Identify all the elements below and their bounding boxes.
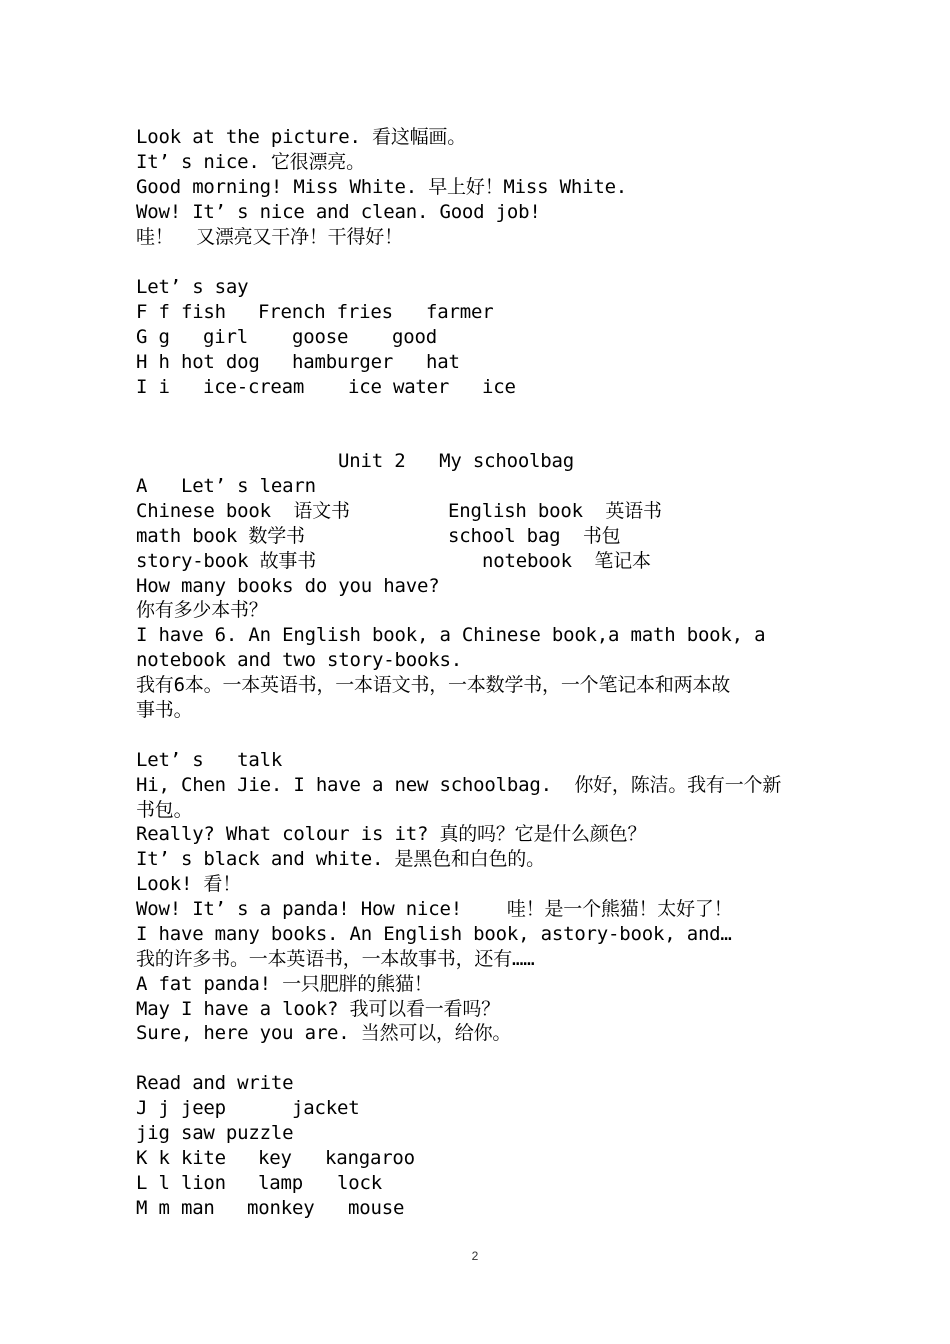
dialogue-line: Hi, Chen Jie. I have a new schoolbag. 你好，陈洁。我有一个新 <box>136 774 782 796</box>
dialogue-line: It’ s black and white. 是黑色和白色的。 <box>136 848 545 870</box>
phonics-word: ice <box>482 376 516 398</box>
phonics-word: H h hot dog <box>136 351 260 373</box>
dialogue-line: Wow! It’ s a panda! How nice! 哇！是一个熊猫！太好了！ <box>136 898 733 920</box>
text-line: 哇！ 又漂亮又干净！干得好！ <box>136 226 403 248</box>
text-line: 我有6本。一本英语书，一本语文书，一本数学书，一个笔记本和两本故 <box>136 674 731 696</box>
vocab-row <box>136 549 651 573</box>
phonics-word: goose <box>292 326 349 348</box>
text-line: notebook and two story-books. <box>136 649 462 671</box>
phonics-word: farmer <box>426 301 494 323</box>
phonics-word: girl <box>203 326 248 348</box>
phonics-word: lamp <box>258 1172 303 1194</box>
vocab-row <box>136 499 662 523</box>
phonics-word: ice-cream <box>203 376 305 398</box>
text-line: 事书。 <box>136 699 193 721</box>
text-line: 你有多少本书？ <box>136 599 268 621</box>
text-line: It’ s nice. 它很漂亮。 <box>136 151 365 173</box>
text-line: Look at the picture. 看这幅画。 <box>136 126 467 148</box>
phonics-row <box>136 1121 294 1145</box>
phonics-word: lock <box>337 1172 382 1194</box>
phonics-row <box>136 375 516 399</box>
phonics-word: key <box>258 1147 292 1169</box>
section-heading-lets-say: Let’ s say <box>136 276 249 298</box>
dialogue-line: I have many books. An English book, astory-book, and… <box>136 923 732 945</box>
phonics-word: jig saw puzzle <box>136 1122 294 1144</box>
text-line: I have 6. An English book, a Chinese book,a math book, a <box>136 624 766 646</box>
phonics-word: hamburger <box>292 351 394 373</box>
vocab-item: school bag 书包 <box>448 525 621 547</box>
dialogue-line: A fat panda! 一只肥胖的熊猫！ <box>136 973 433 995</box>
vocab-item: story-book 故事书 <box>136 550 317 572</box>
phonics-word: French fries <box>258 301 393 323</box>
phonics-word: good <box>392 326 437 348</box>
unit-title: Unit 2 My schoolbag <box>338 450 575 472</box>
dialogue-line: Look! 看！ <box>136 873 242 895</box>
vocab-item: notebook 笔记本 <box>482 550 651 572</box>
vocab-item: English book 英语书 <box>448 500 662 522</box>
phonics-word: G g <box>136 326 170 348</box>
phonics-word: jacket <box>292 1097 360 1119</box>
dialogue-line: Sure, here you are. 当然可以，给你。 <box>136 1022 512 1044</box>
dialogue-line: 我的许多书。一本英语书，一本故事书，还有…… <box>136 948 535 970</box>
phonics-row <box>136 325 437 349</box>
vocab-row <box>136 524 621 548</box>
vocab-item: math book 数学书 <box>136 525 305 547</box>
phonics-word: ice water <box>348 376 450 398</box>
phonics-word: L l lion <box>136 1172 226 1194</box>
phonics-row <box>136 1171 382 1195</box>
phonics-row <box>136 350 460 374</box>
phonics-word: mouse <box>348 1197 405 1219</box>
vocab-item: Chinese book 语文书 <box>136 500 350 522</box>
phonics-word: F f fish <box>136 301 226 323</box>
phonics-row <box>136 1096 360 1120</box>
phonics-word: K k kite <box>136 1147 226 1169</box>
text-line: Wow! It’ s nice and clean. Good job! <box>136 201 541 223</box>
text-line: Good morning! Miss White. 早上好！Miss White. <box>136 176 628 198</box>
phonics-row <box>136 1196 405 1220</box>
phonics-word: J j jeep <box>136 1097 226 1119</box>
dialogue-line: Really? What colour is it? 真的吗？它是什么颜色？ <box>136 823 647 845</box>
page-number: 2 <box>471 1249 479 1263</box>
section-heading-lets-talk: Let’ s talk <box>136 749 283 771</box>
phonics-word: kangaroo <box>325 1147 415 1169</box>
dialogue-line: 书包。 <box>136 799 193 821</box>
phonics-word: M m man <box>136 1197 215 1219</box>
phonics-row <box>136 1146 415 1170</box>
phonics-word: monkey <box>247 1197 315 1219</box>
phonics-row <box>136 300 494 324</box>
text-line: How many books do you have? <box>136 575 440 597</box>
dialogue-line: May I have a look? 我可以看一看吗？ <box>136 998 500 1020</box>
section-heading-read-and-write: Read and write <box>136 1072 294 1094</box>
section-heading-lets-learn: A Let’ s learn <box>136 475 316 497</box>
phonics-word: I i <box>136 376 170 398</box>
phonics-word: hat <box>426 351 460 373</box>
